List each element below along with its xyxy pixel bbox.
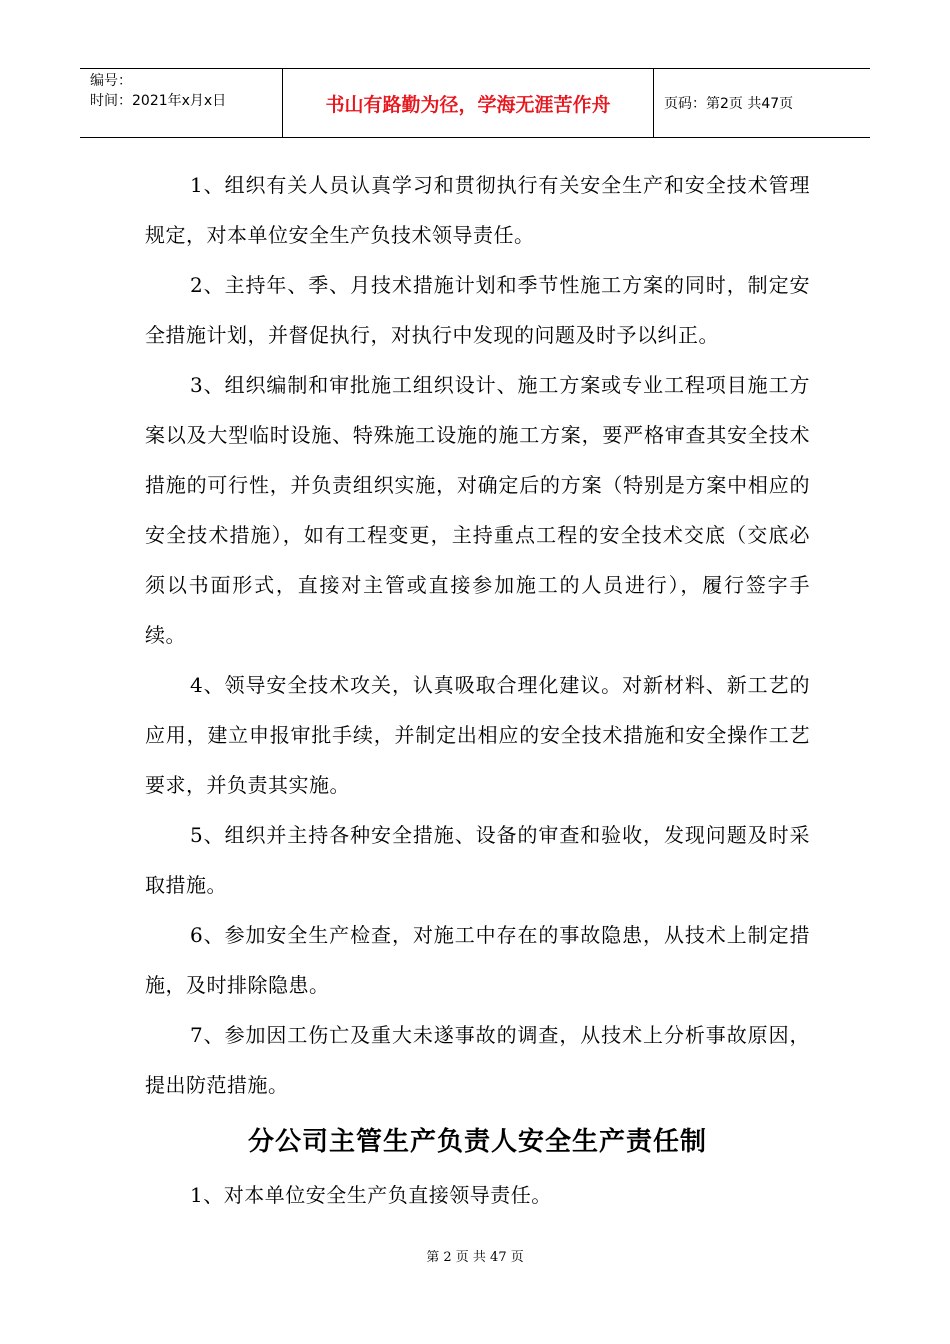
page-footer: 第 2 页 共 47 页 [426, 1250, 524, 1265]
document-number-label: 编号： [90, 73, 132, 89]
paragraph-6: 6、参加安全生产检查，对施工中存在的事故隐患，从技术上制定措施，及时排除隐患。 [145, 923, 810, 997]
section-paragraph-1: 1、对本单位安全生产负直接领导责任。 [190, 1183, 552, 1207]
header-meta-cell [80, 69, 282, 137]
paragraph-3: 3、组织编制和审批施工组织设计、施工方案或专业工程项目施工方案以及大型临时设施、特殊施工设施的施工方案，要严格审查其安全技术措施的可行性，并负责组织实施，对确定后的方案（特别是方案中相应的安全技术措施），如有工程变更，主持重点工程的安全技术交底（交底必须以书面形式，直接对主管或直接参加施工的人员进行），履行签字手续。 [145, 373, 810, 647]
document-body [145, 160, 810, 1220]
header-motto: 书山有路勤为径，学海无涯苦作舟 [282, 69, 654, 137]
paragraph-5: 5、组织并主持各种安全措施、设备的审查和验收，发现问题及时采取措施。 [145, 823, 810, 897]
header-table [80, 68, 870, 138]
paragraph-2: 2、主持年、季、月技术措施计划和季节性施工方案的同时，制定安全措施计划，并督促执行，对执行中发现的问题及时予以纠正。 [145, 273, 810, 347]
section-title: 分公司主管生产负责人安全生产责任制 [247, 1127, 707, 1157]
header-page-info: 页码：第2页 共47页 [664, 96, 794, 112]
paragraph-1: 1、组织有关人员认真学习和贯彻执行有关安全生产和安全技术管理规定，对本单位安全生产负技术领导责任。 [145, 173, 810, 247]
paragraph-4: 4、领导安全技术攻关，认真吸取合理化建议。对新材料、新工艺的应用，建立申报审批手续，并制定出相应的安全技术措施和安全操作工艺要求，并负责其实施。 [145, 673, 810, 797]
document-time-label: 时间：2021年x月x日 [90, 93, 227, 109]
paragraph-7: 7、参加因工伤亡及重大未遂事故的调查，从技术上分析事故原因，提出防范措施。 [145, 1023, 810, 1097]
